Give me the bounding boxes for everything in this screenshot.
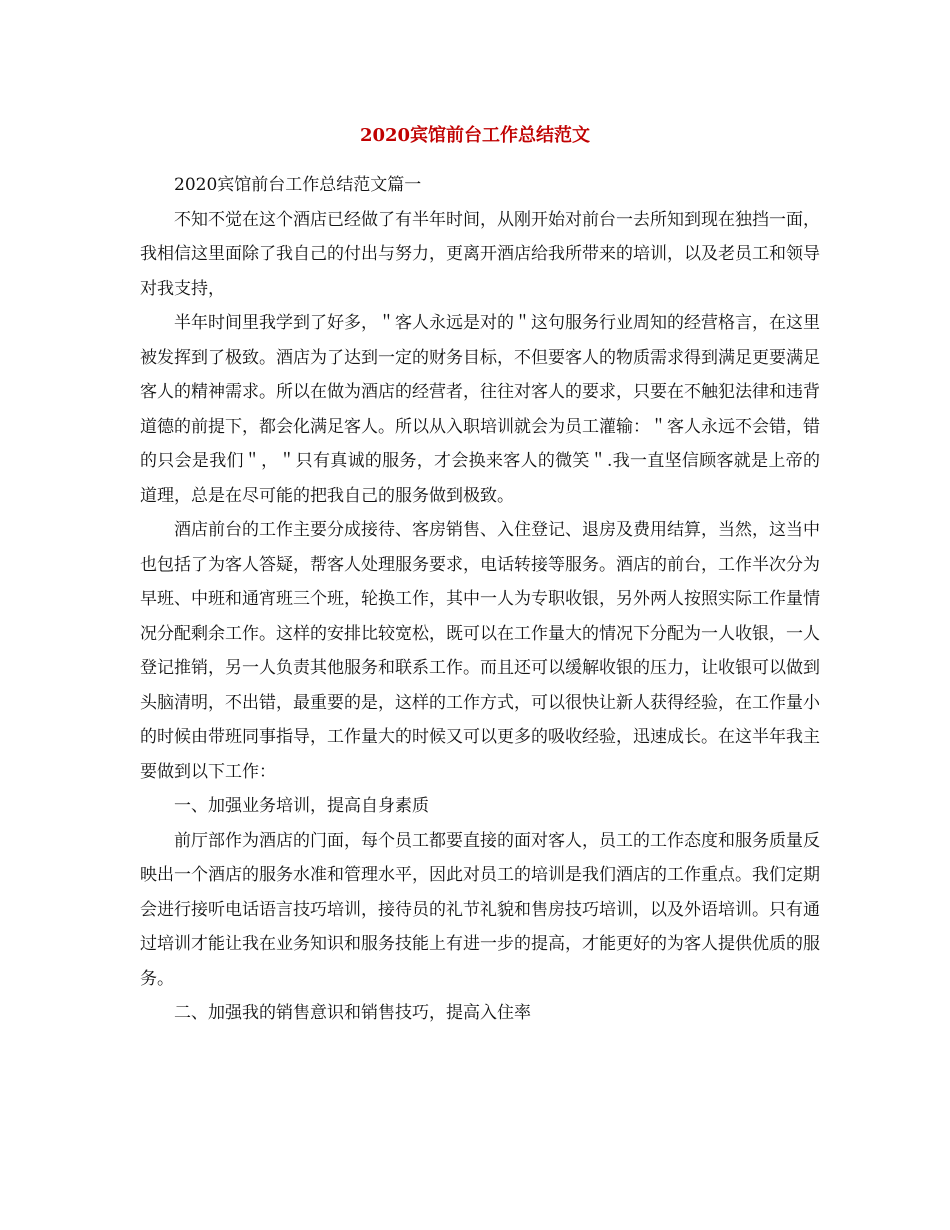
document-title: 2020宾馆前台工作总结范文	[359, 125, 591, 146]
paragraph-intro: 不知不觉在这个酒店已经做了有半年时间，从刚开始对前台一去所知到现在独挡一面，我相信这里面除了我自己的付出与努力，更离开酒店给我所带来的培训，以及老员工和领导对我支持，	[140, 209, 820, 299]
paragraph-customer-service: 半年时间里我学到了好多，＂客人永远是对的＂这句服务行业周知的经营格言，在这里被发挥到了极致。酒店为了达到一定的财务目标，不但要客人的物质需求得到满足更要满足客人的精神需求。所以在做为酒店的经营者，往往对客人的要求，只要在不触犯法律和违背道德的前提下，都会化满足客人。所以从入职培训就会为员工灌输：＂客人永远不会错，错的只会是我们＂，＂只有真诚的服务，才会换来客人的微笑＂.我一直坚信顾客就是上帝的道理，总是在尽可能的把我自己的服务做到极致。	[140, 313, 820, 506]
paragraph-subtitle: 2020宾馆前台工作总结范文篇一	[174, 175, 422, 195]
document-body	[140, 168, 820, 1031]
paragraph-training: 前厅部作为酒店的门面，每个员工都要直接的面对客人，员工的工作态度和服务质量反映出一个酒店的服务水准和管理水平，因此对员工的培训是我们酒店的工作重点。我们定期会进行接听电话语言技巧培训，接待员的礼节礼貌和售房技巧培训，以及外语培训。只有通过培训才能让我在业务知识和服务技能上有进一步的提高，才能更好的为客人提供优质的服务。	[140, 830, 820, 989]
paragraph-front-desk-duties: 酒店前台的工作主要分成接待、客房销售、入住登记、退房及费用结算，当然，这当中也包括了为客人答疑，帮客人处理服务要求，电话转接等服务。酒店的前台，工作半次分为早班、中班和通宵班三个班，轮换工作，其中一人为专职收银，另外两人按照实际工作量情况分配剩余工作。这样的安排比较宽松，既可以在工作量大的情况下分配为一人收银，一人登记推销，另一人负责其他服务和联系工作。而且还可以缓解收银的压力，让收银可以做到头脑清明，不出错，最重要的是，这样的工作方式，可以很快让新人获得经验，在工作量小的时候由带班同事指导，工作量大的时候又可以更多的吸收经验，迅速成长。在这半年我主要做到以下工作：	[140, 520, 820, 782]
section-heading-training: 一、加强业务培训，提高自身素质	[174, 796, 429, 816]
section-heading-sales: 二、加强我的销售意识和销售技巧，提高入住率	[174, 1003, 531, 1023]
